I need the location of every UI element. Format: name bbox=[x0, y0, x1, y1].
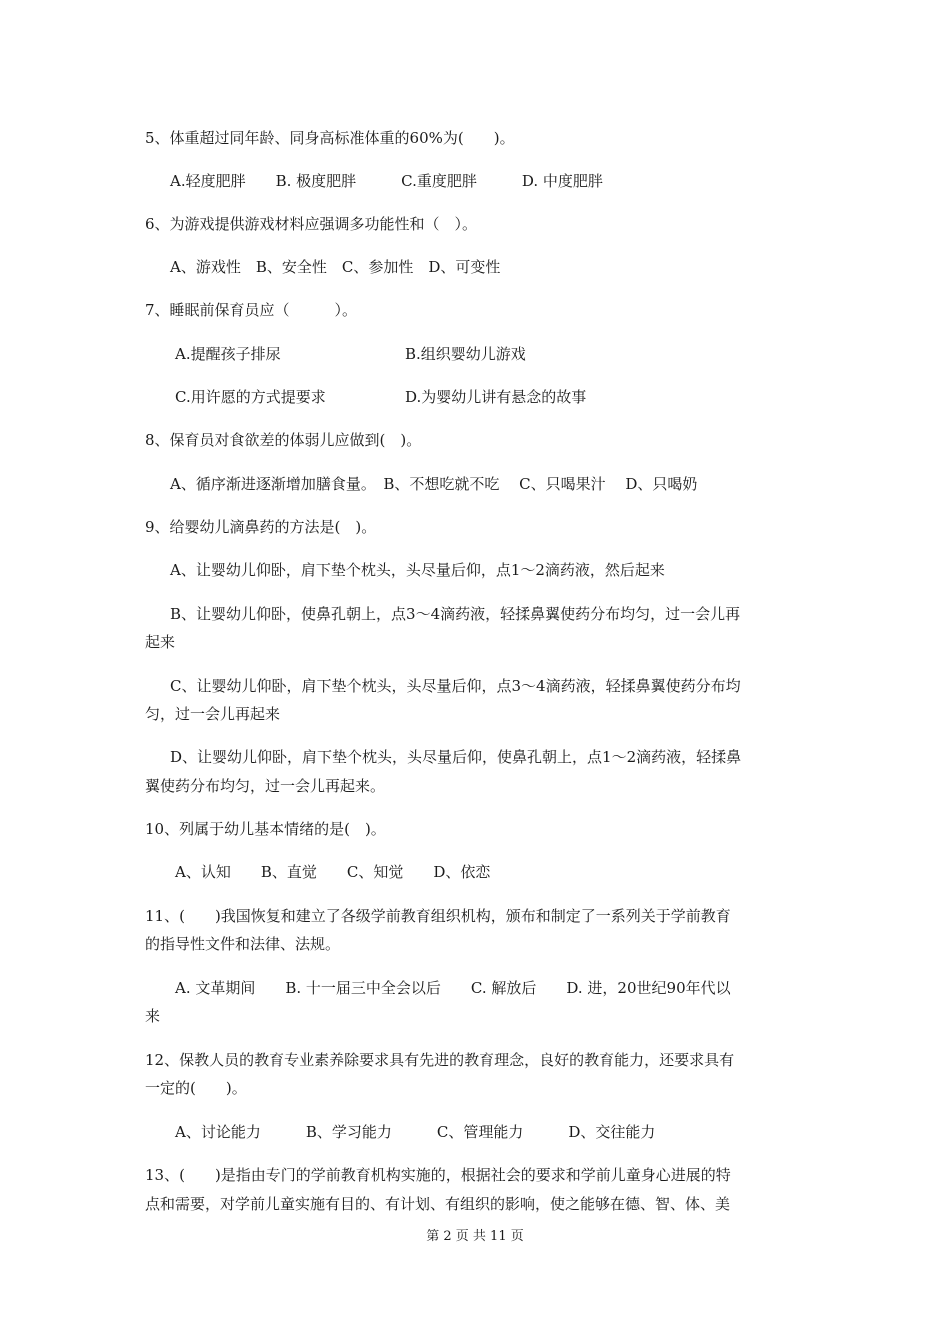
question-9-option-c-cont: 匀，过一会儿再起来 bbox=[145, 705, 281, 723]
question-5-options: A.轻度肥胖 B. 极度肥胖 C.重度肥胖 D. 中度肥胖 bbox=[170, 172, 603, 190]
question-13-cont: 点和需要，对学前儿童实施有目的、有计划、有组织的影响，使之能够在德、智、体、美 bbox=[145, 1195, 731, 1213]
question-10: 10、列属于幼儿基本情绪的是( )。 bbox=[145, 820, 386, 838]
question-7-option-d: D.为婴幼儿讲有悬念的故事 bbox=[405, 388, 587, 406]
question-6: 6、为游戏提供游戏材料应强调多功能性和（ ）。 bbox=[145, 215, 478, 233]
question-7-option-b: B.组织婴幼儿游戏 bbox=[405, 345, 526, 363]
question-12-cont: 一定的( )。 bbox=[145, 1079, 247, 1097]
question-13: 13、( )是指由专门的学前教育机构实施的，根据社会的要求和学前儿童身心进展的特 bbox=[145, 1166, 731, 1184]
question-11: 11、( )我国恢复和建立了各级学前教育组织机构，颁布和制定了一系列关于学前教育 bbox=[145, 907, 731, 925]
question-12: 12、保教人员的教育专业素养除要求具有先进的教育理念，良好的教育能力，还要求具有 bbox=[145, 1051, 735, 1069]
question-9-option-a: A、让婴幼儿仰卧，肩下垫个枕头，头尽量后仰，点1～2滴药液，然后起来 bbox=[170, 561, 665, 579]
question-12-options: A、讨论能力 B、学习能力 C、管理能力 D、交往能力 bbox=[175, 1123, 656, 1141]
page-footer: 第 2 页 共 11 页 bbox=[426, 1229, 524, 1244]
question-5: 5、体重超过同年龄、同身高标准体重的60%为( )。 bbox=[145, 129, 515, 147]
question-9-option-c: C、让婴幼儿仰卧，肩下垫个枕头，头尽量后仰，点3～4滴药液，轻揉鼻翼使药分布均 bbox=[170, 677, 741, 695]
question-9: 9、给婴幼儿滴鼻药的方法是( )。 bbox=[145, 518, 377, 536]
question-10-options: A、认知 B、直觉 C、知觉 D、依恋 bbox=[175, 863, 491, 881]
question-9-option-d: D、让婴幼儿仰卧，肩下垫个枕头，头尽量后仰，使鼻孔朝上，点1～2滴药液，轻揉鼻 bbox=[170, 748, 742, 766]
question-6-options: A、游戏性 B、安全性 C、参加性 D、可变性 bbox=[170, 258, 501, 276]
question-9-option-d-cont: 翼使药分布均匀，过一会儿再起来。 bbox=[145, 777, 386, 795]
question-9-option-b-cont: 起来 bbox=[145, 633, 176, 651]
question-9-option-b: B、让婴幼儿仰卧，使鼻孔朝上，点3～4滴药液，轻揉鼻翼使药分布均匀，过一会儿再 bbox=[170, 605, 741, 623]
question-7: 7、睡眠前保育员应（ ）。 bbox=[145, 301, 358, 319]
question-8-options: A、循序渐进逐渐增加膳食量。 B、不想吃就不吃 C、只喝果汁 D、只喝奶 bbox=[170, 475, 698, 493]
question-8: 8、保育员对食欲差的体弱儿应做到( )。 bbox=[145, 431, 422, 449]
question-11-options-cont: 来 bbox=[145, 1007, 161, 1025]
question-11-cont: 的指导性文件和法律、法规。 bbox=[145, 935, 341, 953]
question-7-option-a: A.提醒孩子排尿 bbox=[175, 345, 281, 363]
question-11-options: A. 文革期间 B. 十一届三中全会以后 C. 解放后 D. 进，20世纪90年代以 bbox=[175, 979, 731, 997]
question-7-option-c: C.用许愿的方式提要求 bbox=[175, 388, 326, 406]
